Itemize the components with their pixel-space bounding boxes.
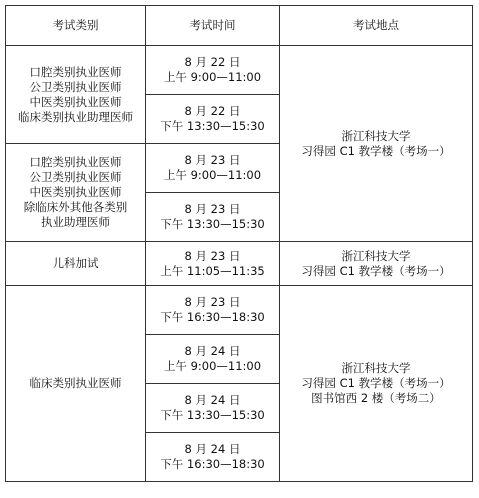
time-cell <box>146 193 280 242</box>
category-text: 临床类别执业医师 <box>29 376 122 390</box>
session-date: 8 月 24 日 <box>184 344 241 358</box>
location-text: 浙江科技大学 习得园 C1 教学楼（考场一） <box>301 248 451 278</box>
category-cell <box>6 286 146 482</box>
location-cell <box>280 286 473 482</box>
category-text: 口腔类别执业医师 公卫类别执业医师 中医类别执业医师 临床类别执业助理医师 <box>18 64 133 124</box>
session-date: 8 月 24 日 <box>184 393 241 407</box>
location-cell <box>280 242 473 286</box>
session-time: 下午 16:30—18:30 <box>160 457 265 471</box>
session-time: 下午 13:30—15:30 <box>160 217 265 231</box>
session-date: 8 月 22 日 <box>184 104 241 118</box>
category-cell <box>6 242 146 286</box>
time-cell <box>146 433 280 482</box>
table-row <box>6 286 473 335</box>
time-cell <box>146 286 280 335</box>
session-date: 8 月 24 日 <box>184 442 241 456</box>
header-row <box>6 6 473 46</box>
exam-schedule-table <box>5 5 473 482</box>
time-cell <box>146 95 280 144</box>
header-time: 考试时间 <box>146 6 280 46</box>
header-category: 考试类别 <box>6 6 146 46</box>
session-time: 下午 13:30—15:30 <box>160 119 265 133</box>
time-cell <box>146 144 280 193</box>
session-date: 8 月 23 日 <box>184 153 241 167</box>
time-cell <box>146 335 280 384</box>
time-cell <box>146 46 280 95</box>
table-row <box>6 242 473 286</box>
header-location: 考试地点 <box>280 6 473 46</box>
session-time: 上午 9:00—11:00 <box>163 359 262 373</box>
session-date: 8 月 22 日 <box>184 55 241 69</box>
session-date: 8 月 23 日 <box>184 202 241 216</box>
table-row <box>6 46 473 95</box>
session-date: 8 月 23 日 <box>184 295 241 309</box>
location-text: 浙江科技大学 习得园 C1 教学楼（考场一） 图书馆西 2 楼（考场二） <box>301 361 451 405</box>
session-time: 下午 16:30—18:30 <box>160 310 265 324</box>
time-cell <box>146 242 280 286</box>
session-time: 下午 13:30—15:30 <box>160 408 265 422</box>
category-text: 口腔类别执业医师 公卫类别执业医师 中医类别执业医师 除临床外其他各类别 执业助理医师 <box>23 155 128 229</box>
category-text: 儿科加试 <box>52 256 99 270</box>
category-cell <box>6 46 146 144</box>
location-text: 浙江科技大学 习得园 C1 教学楼（考场一） <box>301 128 451 158</box>
location-cell <box>280 46 473 242</box>
session-time: 上午 9:00—11:00 <box>163 70 262 84</box>
time-cell <box>146 384 280 433</box>
session-time: 上午 11:05—11:35 <box>160 263 265 278</box>
session-time: 上午 9:00—11:00 <box>163 168 262 182</box>
category-cell <box>6 144 146 242</box>
session-date: 8 月 23 日 <box>184 248 241 263</box>
